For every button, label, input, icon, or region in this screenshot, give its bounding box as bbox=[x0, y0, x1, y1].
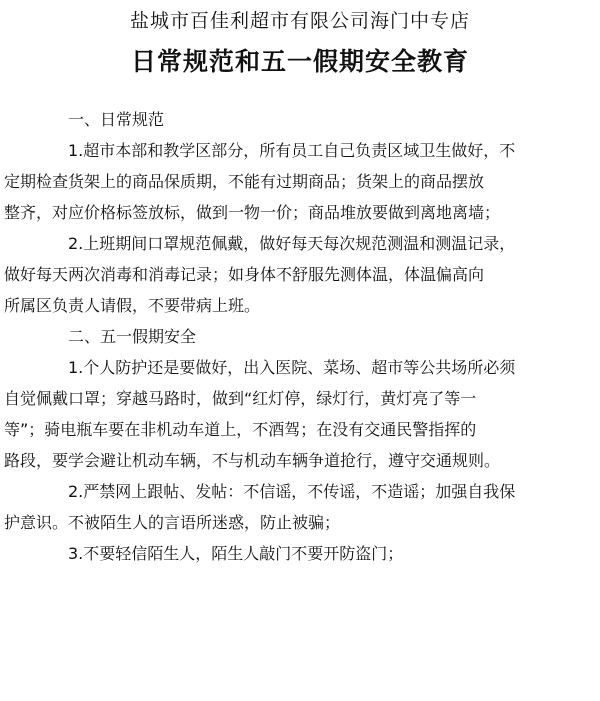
text-line: 2.严禁网上跟帖、发帖：不信谣，不传谣，不造谣；加强自我保 bbox=[68, 482, 516, 501]
document-body bbox=[4, 104, 582, 569]
text-line: 整齐，对应价格标签放标，做到一物一价；商品堆放要做到离地离墙； bbox=[4, 203, 501, 222]
holiday-item-3 bbox=[62, 538, 582, 569]
text-line: 3.不要轻信陌生人，陌生人敲门不要开防盗门； bbox=[68, 544, 404, 563]
text-line: 2.上班期间口罩规范佩戴，做好每天每次规范测温和测温记录， bbox=[68, 234, 516, 253]
text-line: 等”；骑电瓶车要在非机动车道上，不酒驾；在没有交通民警指挥的 bbox=[4, 420, 477, 439]
text-line: 护意识。不被陌生人的言语所迷惑，防止被骗； bbox=[4, 513, 341, 532]
text-line: 1.个人防护还是要做好，出入医院、菜场、超市等公共场所必须 bbox=[68, 358, 516, 377]
text-line: 定期检查货架上的商品保质期，不能有过期商品；货架上的商品摆放 bbox=[4, 172, 485, 191]
document-title: 日常规范和五一假期安全教育 bbox=[130, 47, 469, 76]
text-line: 自觉佩戴口罩；穿越马路时，做到“红灯停，绿灯行，黄灯亮了等一 bbox=[4, 389, 477, 408]
org-name: 盐城市百佳利超市有限公司海门中专店 bbox=[129, 10, 470, 32]
section-heading-holiday: 二、五一假期安全 bbox=[68, 327, 197, 346]
text-line: 所属区负责人请假，不要带病上班。 bbox=[4, 296, 261, 315]
holiday-item-1 bbox=[4, 352, 582, 476]
text-line: 路段，要学会避让机动车辆，不与机动车辆争道抢行，遵守交通规则。 bbox=[4, 451, 501, 470]
section-heading-daily: 一、日常规范 bbox=[68, 110, 165, 129]
text-line: 做好每天两次消毒和消毒记录；如身体不舒服先测体温，体温偏高向 bbox=[4, 265, 485, 284]
daily-item-1 bbox=[4, 135, 582, 228]
daily-item-2 bbox=[4, 228, 582, 321]
text-line: 1.超市本部和教学区部分，所有员工自己负责区域卫生做好，不 bbox=[68, 141, 516, 160]
holiday-item-2 bbox=[4, 476, 582, 538]
